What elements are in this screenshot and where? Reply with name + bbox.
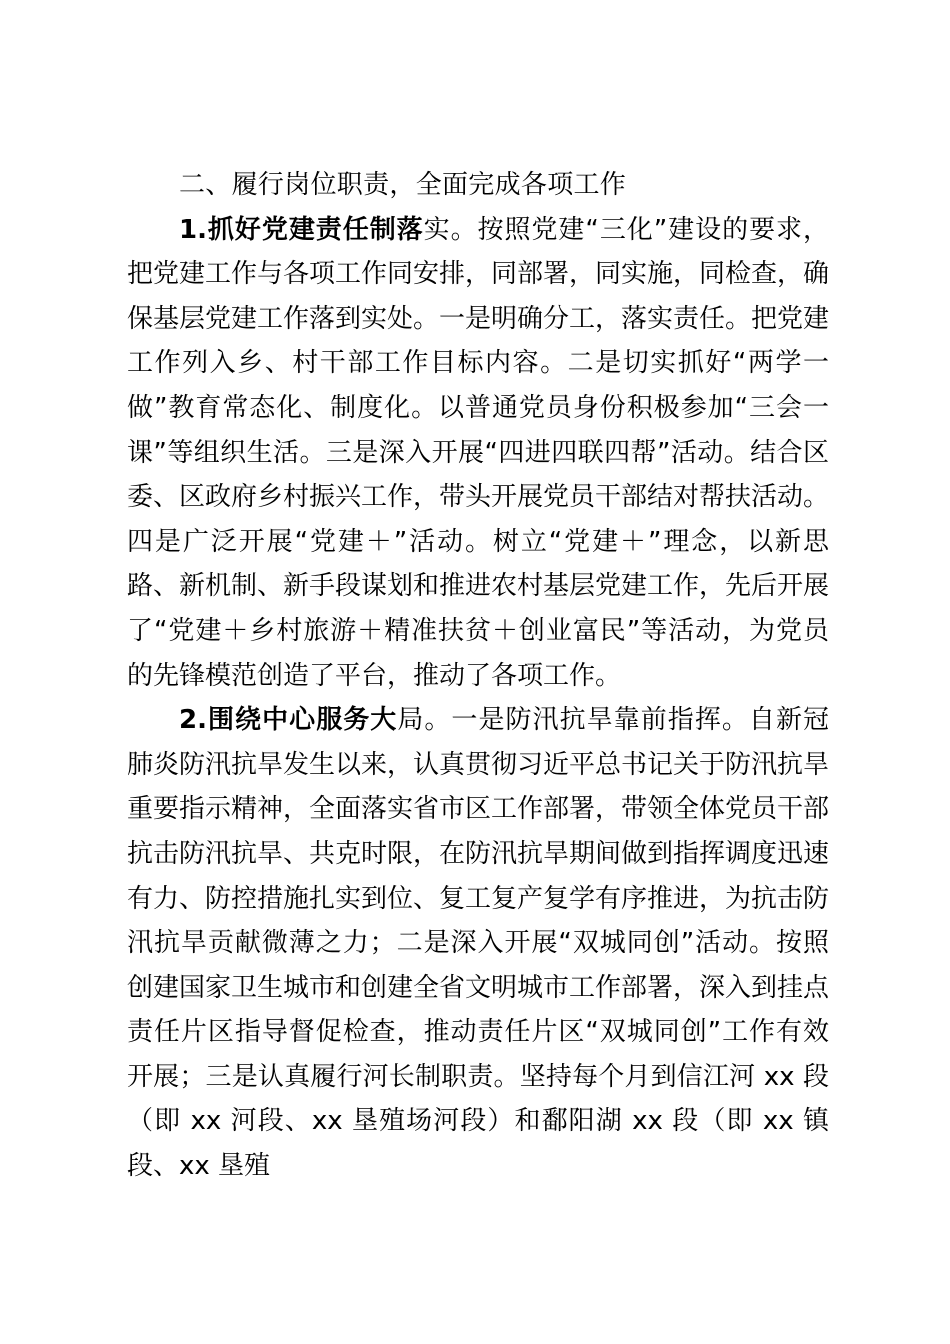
paragraph-central-service	[127, 698, 829, 1189]
paragraph-lead: 2.围绕中心服务大	[179, 705, 398, 736]
section-heading: 二、履行岗位职责，全面完成各项工作	[179, 170, 627, 200]
paragraph-party-building	[127, 208, 829, 699]
paragraph-lead: 1.抓好党建责任制落	[179, 214, 424, 245]
document-body	[127, 163, 829, 1189]
paragraph-body: 局。一是防汛抗旱靠前指挥。自新冠肺炎防汛抗旱发生以来，认真贯彻习近平总书记关于防汛抗旱重要指示精神，全面落实省市区工作部署，带领全体党员干部抗击防汛抗旱、共克时限，在防汛抗旱期间做到指挥调度迅速有力、防控措施扎实到位、复工复产复学有序推进，为抗击防汛抗旱贡献微薄之力；二是深入开展“双城同创”活动。按照创建国家卫生城市和创建全省文明城市工作部署，深入到挂点责任片区指导督促检查，推动责任片区“双城同创”工作有效开展；三是认真履行河长制职责。坚持每个月到信江河 xx 段（即 xx 河段、xx 垦殖场河段）和鄱阳湖 xx 段（即 xx 镇段、xx 垦殖	[127, 705, 830, 1182]
paragraph-body: 实。按照党建“三化”建设的要求，把党建工作与各项工作同安排，同部署，同实施，同检查，确保基层党建工作落到实处。一是明确分工，落实责任。把党建工作列入乡、村干部工作目标内容。二是切实抓好“两学一做”教育常态化、制度化。以普通党员身份积极参加“三会一课”等组织生活。三是深入开展“四进四联四帮”活动。结合区委、区政府乡村振兴工作，带头开展党员干部结对帮扶活动。四是广泛开展“党建＋”活动。树立“党建＋”理念，以新思路、新机制、新手段谋划和推进农村基层党建工作，先后开展了“党建＋乡村旅游＋精准扶贫＋创业富民”等活动，为党员的先锋模范创造了平台，推动了各项工作。	[127, 214, 830, 691]
